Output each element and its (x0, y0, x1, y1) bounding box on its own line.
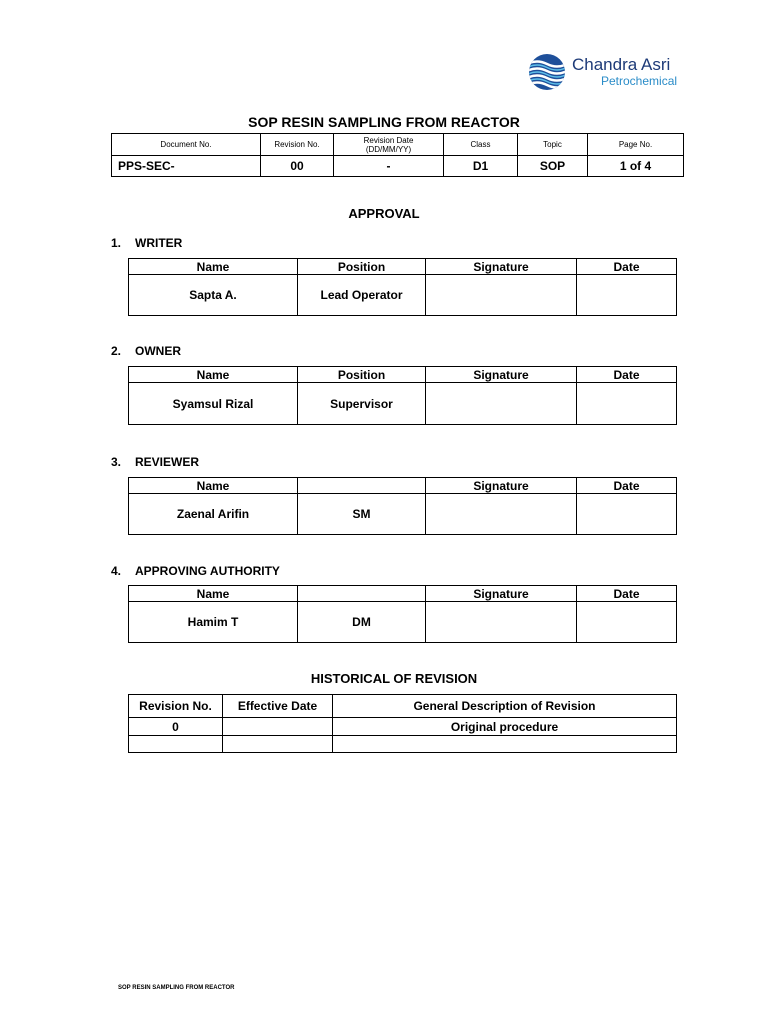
col-date: Date (577, 367, 677, 383)
reviewer-table (128, 477, 677, 535)
section-number: 4. (111, 564, 122, 578)
owner-signature (426, 383, 577, 425)
writer-date (577, 275, 677, 316)
approver-signature (426, 602, 577, 643)
col-signature: Signature (426, 367, 577, 383)
page-footer: SOP RESIN SAMPLING FROM REACTOR (118, 985, 235, 991)
col-date: Date (577, 586, 677, 602)
col-position: Position (298, 367, 426, 383)
revision-history-table (128, 694, 677, 753)
col-name: Name (129, 367, 298, 383)
writer-position: Lead Operator (298, 275, 426, 316)
section-approving-authority-heading (111, 564, 280, 578)
label-revision-no: Revision No. (261, 134, 334, 156)
reviewer-date (577, 494, 677, 535)
table-row (129, 718, 677, 736)
col-name: Name (129, 586, 298, 602)
reviewer-position: SM (298, 494, 426, 535)
section-writer-heading (111, 236, 182, 250)
approver-position: DM (298, 602, 426, 643)
col-description: General Description of Revision (333, 695, 677, 718)
table-row (129, 736, 677, 753)
effective-date-cell (223, 718, 333, 736)
effective-date-cell (223, 736, 333, 753)
section-title: WRITER (135, 236, 183, 250)
owner-name: Syamsul Rizal (129, 383, 298, 425)
company-logo (527, 52, 692, 94)
section-reviewer-heading (111, 455, 199, 469)
value-revision-date: - (334, 156, 444, 177)
reviewer-name: Zaenal Arifin (129, 494, 298, 535)
col-effective-date: Effective Date (223, 695, 333, 718)
writer-signature (426, 275, 577, 316)
logo-subtitle: Petrochemical (601, 74, 678, 88)
logo-name: Chandra Asri (572, 55, 671, 74)
col-date: Date (577, 478, 677, 494)
section-number: 3. (111, 455, 122, 469)
value-page-no: 1 of 4 (588, 156, 684, 177)
reviewer-signature (426, 494, 577, 535)
value-revision-no: 00 (261, 156, 334, 177)
col-position (298, 478, 426, 494)
label-revision-date (334, 134, 444, 156)
logo-globe-icon (527, 52, 567, 92)
owner-position: Supervisor (298, 383, 426, 425)
label-revision-date-line1: Revision Date (363, 135, 414, 145)
approving-authority-table (128, 585, 677, 643)
label-class: Class (444, 134, 518, 156)
revision-no-cell: 0 (129, 718, 223, 736)
value-class: D1 (444, 156, 518, 177)
label-page-no: Page No. (588, 134, 684, 156)
col-name: Name (129, 478, 298, 494)
label-document-no: Document No. (112, 134, 261, 156)
approver-date (577, 602, 677, 643)
section-owner-heading (111, 344, 181, 358)
section-number: 1. (111, 236, 122, 250)
document-title: SOP RESIN SAMPLING FROM REACTOR (248, 114, 520, 130)
section-title: APPROVING AUTHORITY (135, 564, 280, 578)
col-signature: Signature (426, 259, 577, 275)
description-cell: Original procedure (333, 718, 677, 736)
value-topic: SOP (518, 156, 588, 177)
revision-history-heading: HISTORICAL OF REVISION (310, 671, 478, 686)
col-signature: Signature (426, 586, 577, 602)
owner-table (128, 366, 677, 425)
col-signature: Signature (426, 478, 577, 494)
col-position: Position (298, 259, 426, 275)
description-cell (333, 736, 677, 753)
owner-date (577, 383, 677, 425)
approval-heading: APPROVAL (348, 206, 420, 221)
section-number: 2. (111, 344, 122, 358)
label-revision-date-line2: (DD/MM/YY) (365, 144, 412, 154)
col-position (298, 586, 426, 602)
approver-name: Hamim T (129, 602, 298, 643)
col-revision-no: Revision No. (129, 695, 223, 718)
writer-table (128, 258, 677, 316)
label-topic: Topic (518, 134, 588, 156)
value-document-no: PPS-SEC- (112, 156, 261, 177)
writer-name: Sapta A. (129, 275, 298, 316)
document-info-table (111, 133, 684, 177)
section-title: REVIEWER (135, 455, 200, 469)
col-date: Date (577, 259, 677, 275)
section-title: OWNER (135, 344, 181, 358)
revision-no-cell (129, 736, 223, 753)
col-name: Name (129, 259, 298, 275)
